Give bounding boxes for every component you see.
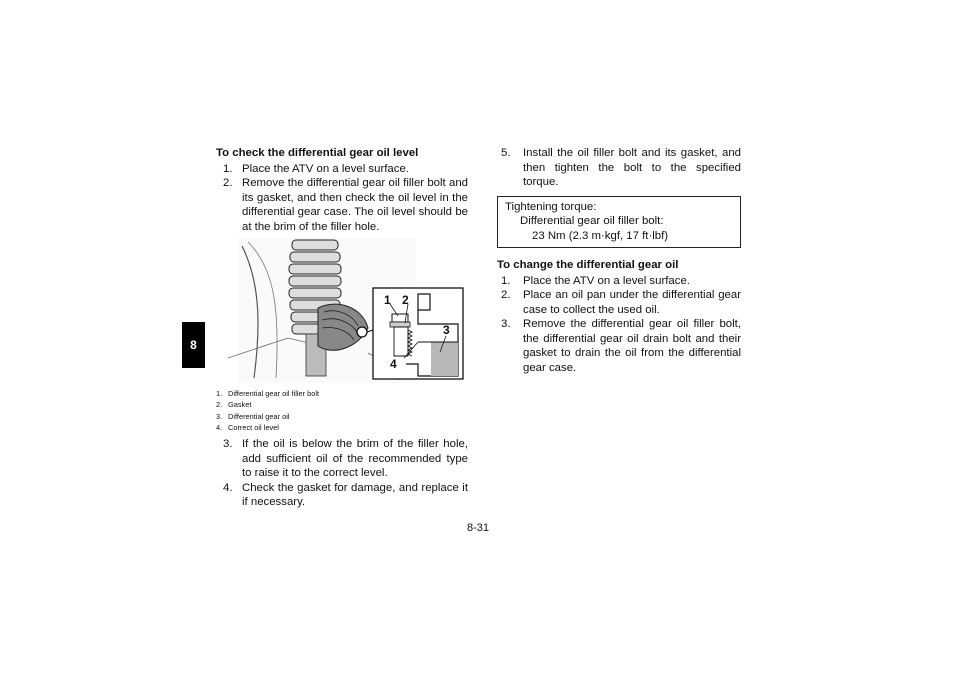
legend-text: Differential gear oil filler bolt: [228, 389, 320, 398]
change-steps: [497, 274, 741, 376]
callout-3: 3: [443, 323, 450, 337]
step-text: Install the oil filler bolt and its gasket, and then tighten the bolt to the specified torque.: [523, 147, 741, 188]
step-text: Place the ATV on a level surface.: [242, 162, 409, 175]
list-item: [497, 317, 741, 375]
step-number: 4.: [223, 481, 233, 494]
check-steps: [216, 162, 468, 235]
figure-legend: [216, 388, 468, 433]
callout-1: 1: [384, 293, 391, 307]
step-number: 3.: [501, 318, 511, 330]
list-item: [216, 176, 468, 234]
section-heading-check: To check the differential gear oil level: [216, 147, 419, 159]
right-column: [497, 146, 741, 375]
legend-item: [216, 422, 468, 433]
legend-number: 3.: [216, 411, 223, 421]
list-item: [497, 274, 741, 289]
step-text: Remove the differential gear oil filler bolt and its gasket, and then check the oil level in the differential gear case. The oil level should be at the brim of the filler hole.: [242, 177, 468, 233]
list-item: [497, 288, 741, 317]
callout-4: 4: [390, 357, 397, 371]
legend-text: Correct oil level: [228, 422, 279, 432]
step-number: 1.: [223, 162, 233, 175]
step-number: 1.: [501, 274, 511, 287]
list-item: [216, 162, 468, 177]
legend-number: 1.: [216, 389, 223, 398]
legend-item: [216, 388, 468, 399]
torque-spec-box: [497, 196, 741, 249]
step-text: Check the gasket for damage, and replace it if necessary.: [242, 481, 468, 509]
legend-text: Gasket: [228, 400, 252, 410]
filler-bolt-figure: [218, 238, 468, 383]
chapter-tab: [182, 322, 205, 368]
chapter-number: 8: [190, 338, 197, 352]
step-text: If the oil is below the brim of the filler hole, add sufficient oil of the recommended type to raise it to the correct level.: [242, 438, 468, 480]
list-item: [216, 437, 468, 481]
step-number: 3.: [223, 438, 233, 451]
legend-item: [216, 411, 468, 422]
legend-text: Differential gear oil: [228, 411, 290, 421]
callout-2: 2: [402, 293, 409, 307]
list-item: [497, 146, 741, 190]
legend-number: 2.: [216, 400, 223, 410]
step-number: 2.: [223, 177, 233, 189]
torque-value: 23 Nm (2.3 m·kgf, 17 ft·lbf): [532, 229, 669, 242]
page-number: 8-31: [467, 522, 490, 534]
torque-item: Differential gear oil filler bolt:: [520, 215, 664, 227]
torque-title: Tightening torque:: [505, 200, 597, 213]
step-text: Place the ATV on a level surface.: [523, 274, 690, 287]
left-column: [216, 146, 468, 510]
install-steps: [497, 146, 741, 190]
legend-number: 4.: [216, 422, 223, 432]
step-number: 5.: [501, 147, 511, 159]
figure-illustration: [218, 238, 468, 383]
check-steps-continued: [216, 437, 468, 510]
step-number: 2.: [501, 289, 511, 301]
list-item: [216, 481, 468, 510]
step-text: Place an oil pan under the differential gear case to collect the used oil.: [523, 289, 741, 316]
legend-item: [216, 399, 468, 410]
section-heading-change: To change the differential gear oil: [497, 259, 679, 271]
step-text: Remove the differential gear oil filler bolt, the differential gear oil drain bolt and their gasket to drain the oil from the differential gear case.: [523, 318, 741, 374]
